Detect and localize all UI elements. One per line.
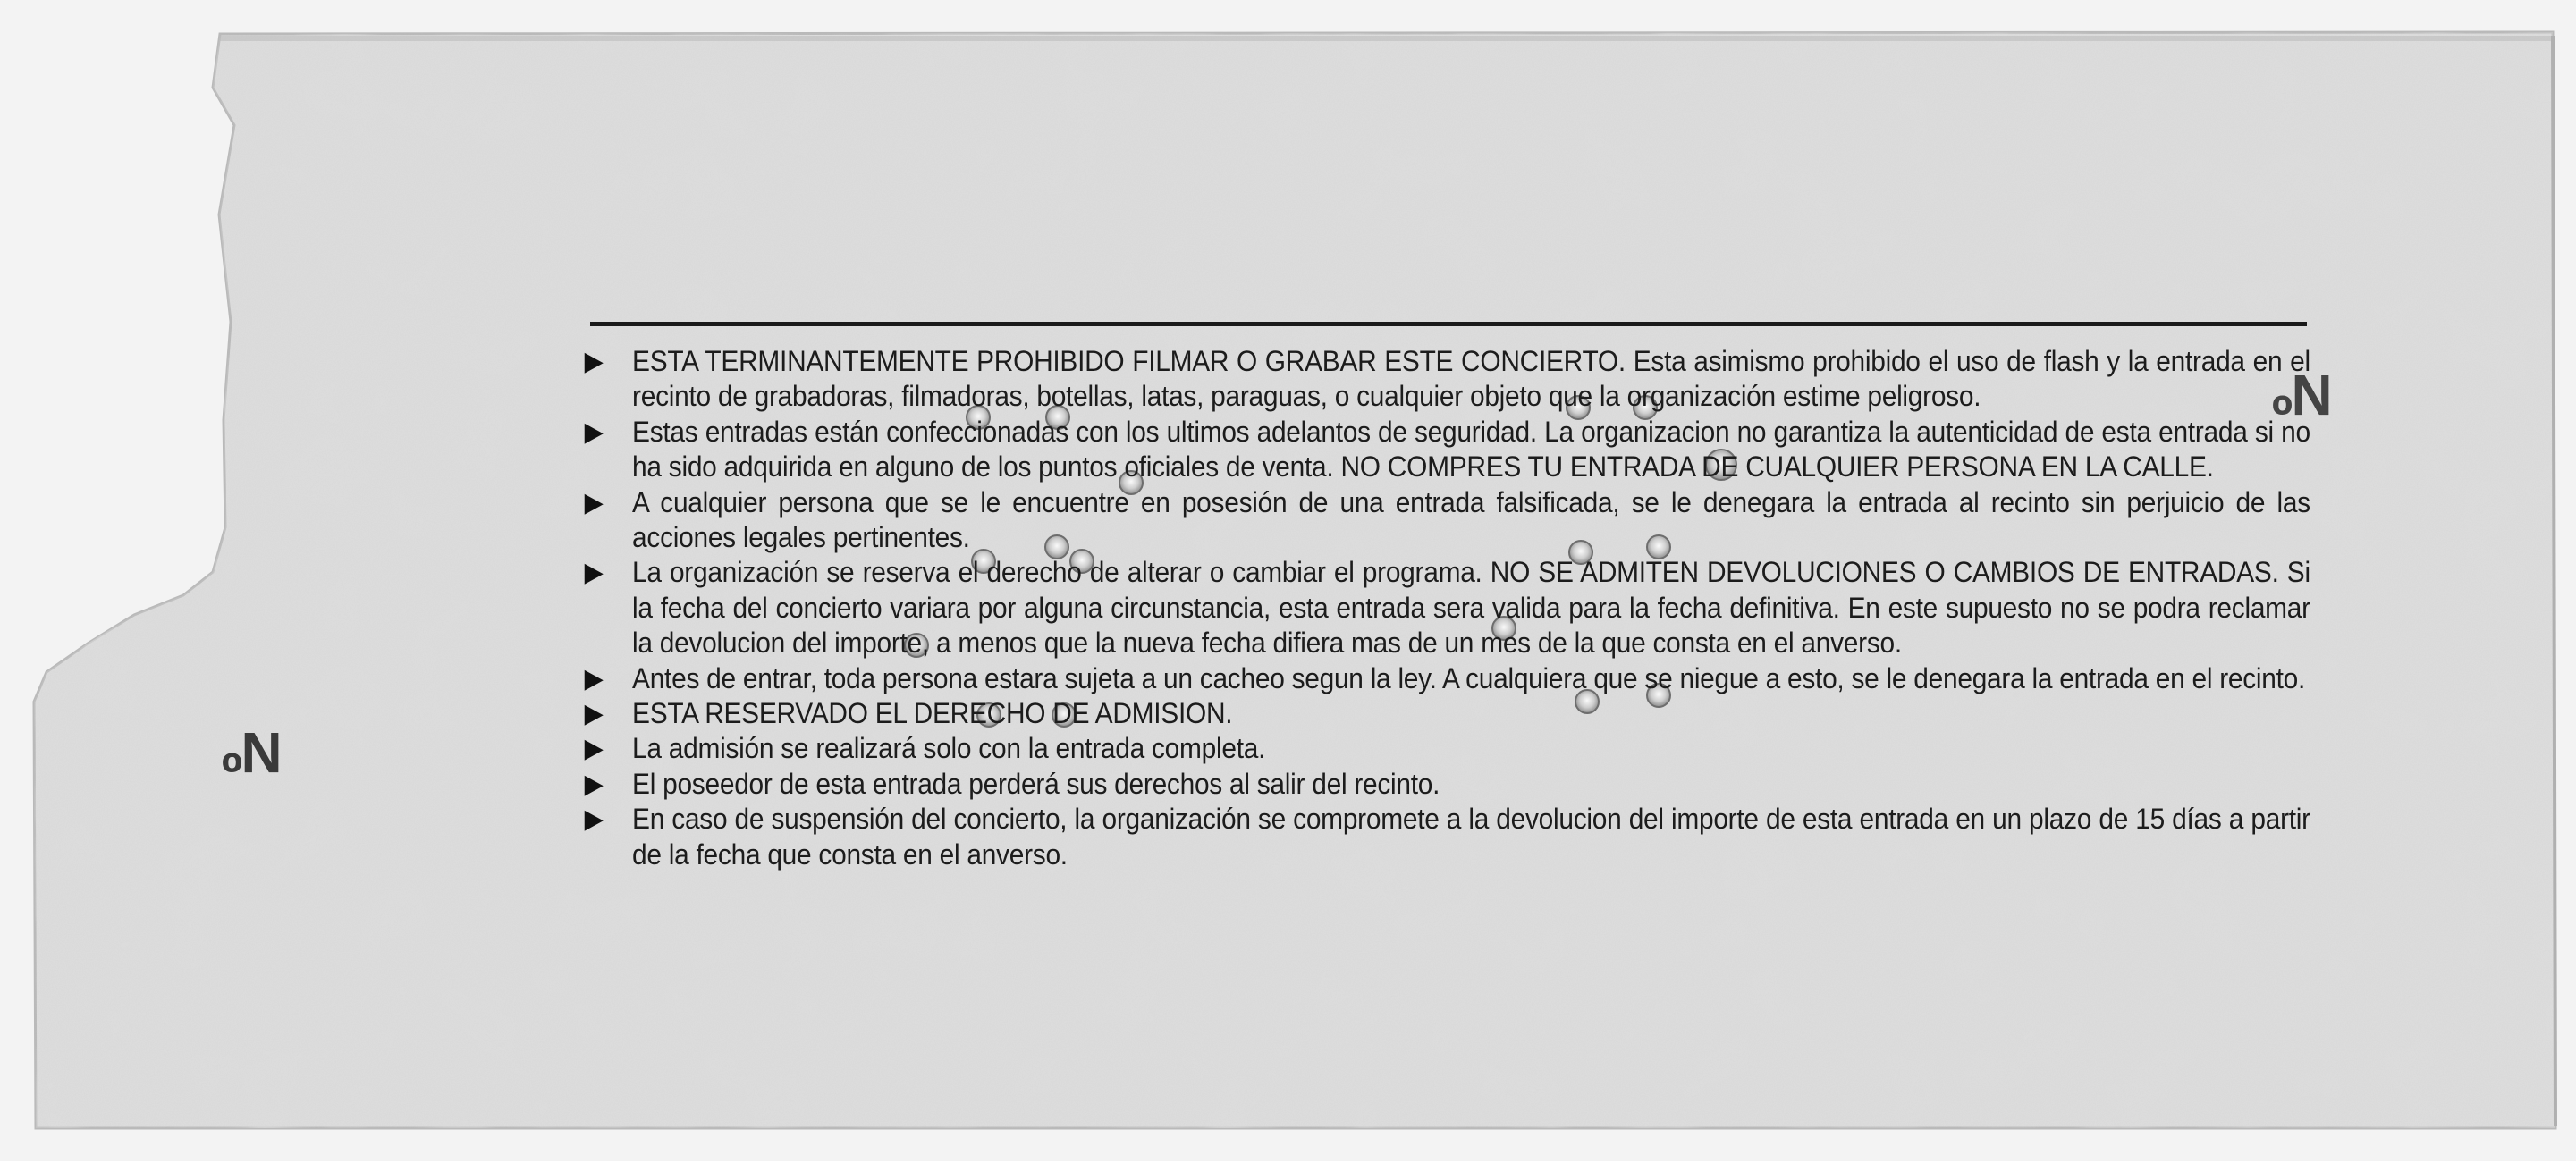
term-item [581,661,2310,696]
triangle-bullet-icon: ▶ [584,416,604,447]
term-text: La organización se reserva el derecho de alterar o cambiar el programa. NO SE ADMITEN DEVOLUCIONES O CAMBIOS DE ENTRADAS. Si la fecha del concierto variara por alguna circunstancia, esta entrada sera valida para la fecha definitiva. En este supuesto no se podra reclamar la devolucion del importe, a menos que la nueva fecha difiera mas de un mes de la que consta en el anverso. [632,556,2310,660]
term-text: La admisión se realizará solo con la entrada completa. [632,732,1266,765]
term-item [581,767,2310,802]
term-text: A cualquier persona que se le encuentre en posesión de una entrada falsificada, se le denegara la entrada al recinto sin perjuicio de las acciones legales pertinentes. [632,485,2310,554]
term-text: Esta asimismo prohibido el uso de flash y la entrada en el recinto de grabadoras, filmadoras, botellas, latas, paraguas, o cualquier objeto que la organización estime peligroso. [632,345,2310,413]
triangle-bullet-icon: ▶ [584,663,604,694]
triangle-bullet-icon: ▶ [584,487,604,517]
term-item [581,696,2310,731]
term-text: El poseedor de esta entrada perderá sus derechos al salir del recinto. [632,767,1440,800]
triangle-bullet-icon: ▶ [584,699,604,729]
term-text: En caso de suspensión del concierto, la organización se compromete a la devolucion del importe de esta entrada en un plazo de 15 días a partir de la fecha que consta en el anverso. [632,803,2310,871]
term-item [581,415,2310,485]
term-item [581,485,2310,556]
serial-number-mark-left: Nº [224,720,283,785]
term-item [581,731,2310,766]
term-text: Estas entradas están confeccionadas con los ultimos adelantos de seguridad. La organizacion no garantiza la autenticidad de esta entrada si no ha sido adquirida en alguno de los puntos oficiales de venta. NO COMPRES TU ENTRADA DE CUALQUIER PERSONA EN LA CALLE. [632,415,2310,484]
term-text: ESTA RESERVADO EL DERECHO DE ADMISION. [632,697,1233,730]
triangle-bullet-icon: ▶ [584,769,604,799]
triangle-bullet-icon: ▶ [584,804,604,835]
triangle-bullet-icon: ▶ [584,347,604,376]
triangle-bullet-icon: ▶ [584,558,604,588]
term-item [581,555,2310,660]
triangle-bullet-icon: ▶ [584,734,604,764]
term-item [581,802,2310,872]
header-rule [590,322,2307,326]
term-item [581,344,2310,415]
term-text: Antes de entrar, toda persona estara sujeta a un cacheo segun la ley. A cualquiera que se niegue a esto, se le denegara la entrada en el recinto. [632,661,2306,694]
term-strong: ESTA TERMINANTEMENTE PROHIBIDO FILMAR O GRABAR ESTE CONCIERTO. [632,345,1626,377]
serial-number-mark-right: Nº [2274,363,2333,427]
terms-list [581,344,2310,872]
